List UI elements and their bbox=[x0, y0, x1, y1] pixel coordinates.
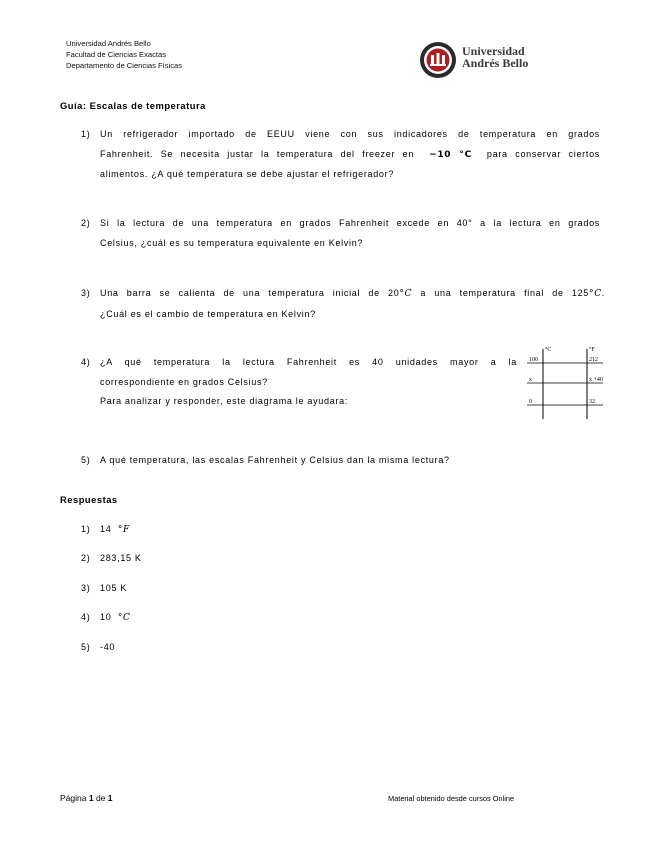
math-expression: −10 °C bbox=[429, 149, 472, 160]
logo-text-line1: Universidad bbox=[462, 44, 525, 58]
answer-item bbox=[81, 553, 142, 563]
footer-source: Material obtenido desde cursos Online bbox=[388, 794, 515, 803]
answer-item bbox=[81, 612, 131, 623]
diagram-value: 32 bbox=[589, 399, 595, 405]
answer-number: 4) bbox=[81, 612, 91, 622]
header-line-university: Universidad Andrés Bello bbox=[66, 39, 151, 48]
answer-unit: °C bbox=[117, 613, 131, 623]
answer-text: 10 bbox=[100, 612, 112, 622]
question-text-line: ¿Cuál es el cambio de temperatura en Kelvin? bbox=[100, 308, 316, 319]
logo-text-line2: Andrés Bello bbox=[462, 56, 529, 70]
answer-unit: °F bbox=[117, 525, 130, 535]
diagram-label-celsius: °C bbox=[545, 347, 552, 353]
question-text-line: Para analizar y responder, este diagrama le ayudara: bbox=[100, 396, 349, 406]
question-number: 5) bbox=[81, 455, 91, 465]
answer-item bbox=[81, 642, 115, 652]
header-line-faculty: Facultad de Ciencias Exactas bbox=[66, 50, 167, 59]
university-logo bbox=[418, 40, 543, 80]
answer-number: 1) bbox=[81, 524, 91, 534]
answer-text: 14 bbox=[100, 524, 112, 534]
diagram-label-fahrenheit: °F bbox=[589, 347, 595, 353]
answer-number: 5) bbox=[81, 642, 91, 652]
question-number: 4) bbox=[81, 357, 91, 367]
question-text-line: Si la lectura de una temperatura en grados Fahrenheit excede en 40° a la lectura en grados bbox=[100, 218, 600, 228]
question-text-line: A qué temperatura, las escalas Fahrenheit y Celsius dan la misma lectura? bbox=[100, 455, 450, 465]
question-text-line: Un refrigerador importado de EEUU viene con sus indicadores de temperatura en grados bbox=[100, 129, 600, 139]
question-number: 1) bbox=[81, 129, 91, 139]
answer-text: 283,15 K bbox=[100, 553, 142, 563]
question-text-line: alimentos. ¿A qué temperatura se debe ajustar el refrigerador? bbox=[100, 169, 395, 179]
header-line-department: Departamento de Ciencias Físicas bbox=[66, 61, 183, 70]
institution-header bbox=[66, 38, 182, 71]
question-number: 2) bbox=[81, 218, 91, 228]
math-unit: °C bbox=[399, 289, 413, 299]
answer-number: 3) bbox=[81, 583, 91, 593]
diagram-value: x +40 bbox=[589, 377, 603, 383]
answer-text: 105 K bbox=[100, 583, 128, 593]
temperature-scale-diagram bbox=[523, 345, 607, 421]
answer-item bbox=[81, 524, 130, 535]
answer-number: 2) bbox=[81, 553, 91, 563]
diagram-value: x bbox=[529, 377, 532, 383]
logo-emblem-icon bbox=[418, 40, 458, 80]
diagram-value: 212 bbox=[589, 357, 598, 363]
diagram-value: 100 bbox=[529, 357, 538, 363]
page-number: Página 1 de 1 bbox=[60, 793, 113, 803]
answers-heading: Respuestas bbox=[60, 494, 118, 505]
question-text-line: Fahrenheit. Se necesita justar la temperatura del freezer en −10 °C para conservar ciertos bbox=[100, 148, 600, 160]
answer-text: -40 bbox=[100, 642, 116, 652]
question-text-line: correspondiente en grados Celsius? bbox=[100, 376, 268, 387]
question-text-line: ¿A qué temperatura la lectura Fahrenheit es 40 unidades mayor a la bbox=[100, 357, 517, 367]
answer-item bbox=[81, 583, 127, 593]
math-unit: °C bbox=[589, 289, 602, 299]
question-number: 3) bbox=[81, 288, 91, 298]
page-title: Guía: Escalas de temperatura bbox=[60, 100, 206, 111]
question-text-line: Celsius, ¿cuál es su temperatura equivalente en Kelvin? bbox=[100, 237, 364, 248]
diagram-value: 0 bbox=[529, 399, 532, 405]
question-text-line: Una barra se calienta de una temperatura inicial de 20°C a una temperatura final de 125°C. bbox=[100, 288, 605, 299]
